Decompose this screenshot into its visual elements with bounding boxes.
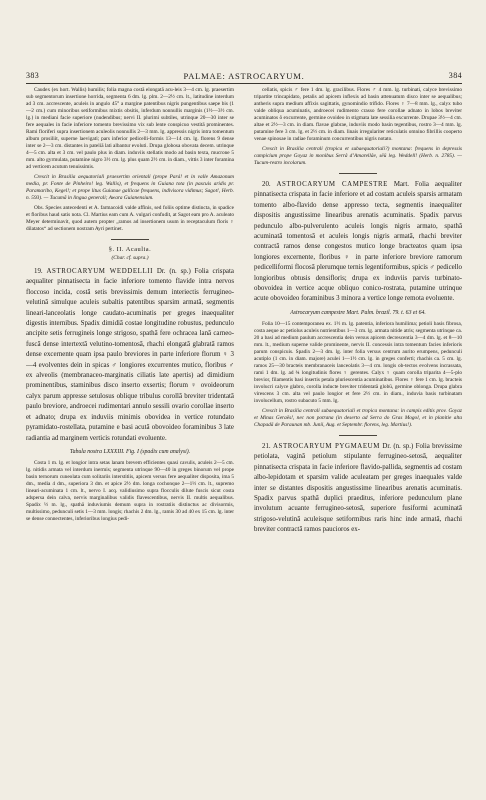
description-paragraph: Costa 1 m. lg. et longior intra setas lanam brevem efficientes quasi cavulis, aculeis 2—5 cm. lg. nitidis armata vel interdum inermis; segmenta utrinque 90—40 in greges binorum vel prope basin ternorum cuneolata cum solitariis interstitiis, apicem versus fere aequaliter disposita, ima 5 dm., media 4 dm., superiora 3 dm. et apice 2½ dm. longa cochonque 2—1½ cm. lt., supremo lineari-acuminata 1 cm. lt., nervo I. acq. validiusimo supra flocculis dilute fuscis sicut costa adspersa dein calva, nervis marginalibus validis flavescentibus, nervis II. multis aequalibus. Spadix ½ m. lg., spathā induviumis demum supra in rostratiis distinctus ac divisormis, multissimo, pedunculi setis 1—3 mm. longis; rhachis 2 dm. lg., ramis 30 ad 40 ex 15 cm. lg. inter se dense connectentes, inferioribus longius pedi- (26, 459, 234, 522)
distribution-paragraph: Crescit in Brasilia aequatoriali praesertim orientali (prope Pará! et in valle Amazonum media, pr. Fonte de Pinheiro! leg. Wallis), et frequens in Guiana tota (in pascuis aridis pr. Paramaribo, Kegel!; et prope litus Guianae gallicae frequens, indivisora vidimus; Sagot!, Herb. n. 593). — Tucumã in lingua generali; Awara Guianensium. (26, 174, 234, 201)
species-diagnosis: Folia crispata aequaliter pinnatisecta in facie inferiore tomento flavide intra nervos floccoso incida, costā setis brevissimis demum interiectis ferrugineo-velutinā simulque aculeis subaltis patentibus sparsim armatā, segmentis lineari-lanceolatis longe caudato-acuminatis per greges inaequaliter digestis internibus. Spadix dimidiā costae longitudine robustus, pedunculo ancipite setis ferrugineis longe strigoso, spathā fere ochracea lanā carneo-fuscā dense intertextā velutino-tomentosā, rhachi elongatā glabratā ramos dense excernente quam ipsa paulo breviores in parte inferiore florum ♀ 3—4 evolventes dein in spicas ♂ longiores excurrentes mutico, floribus ♂ ex alveolis (membranaceo-marginatis ciliatis late apertis) ad dimidium prominentibus, staminibus disco inserto exsertis; florum ♀ ovoideorum calyx parum appresse setulosus oblique tribulus corollā breviter tridentatā paulo breviore, androecei rudimentari annulo sessili ovario corollae inserto et adnato; drupa ex induviis minimis obovidea in vertice rotundato pyramidato-rostellata, putamine e basi acutā obovoideo foraminibus 3 late radiantia ad marginem verticis rotundati evoluente. (26, 268, 234, 442)
species-diagnosis: Folia aequaliter pinnatisecta crispata in facie inferiore et ad costam aculeis sparsis armatam tomento albo-flavido dense appresso tecta, segmentis inaequaliter dispositis angustissime linearibus arenatis acuminatis. Spadix parvus pedunculo albo-pulverulento aculeis longis nigris armato, spathā acuminatā tomentosā et aculeis longis nigris armatā, rhachi breviter contractā ramos dense congestos mutico longe bracteatos quam ipsa longiores excernente, floribus ♀ in parte inferiore breviore ramorum pedicelliformi flocosā plerumque ternis legentiformibus, spicis ♂ pedicello longioribus obtusis densifloris; drupa ex induviis parvis turbinato-obovoidea in vertice acque obliquo conico-rostrata, putamine utrinque acute obovoideo foraminibus 3 minora a vertice longe remota evoluente. (254, 181, 462, 303)
section-divider (111, 239, 149, 240)
description-paragraph: Folia 10—15 contemporanea ex. 1½ m. lg. patentia, inferiora humilima; petioli basis fibrosa, costa aeque ac petiolus aculeis nutrientibus 1—3 cm. lg. armata nitide atris; segmenta utrinque ca. 20 a basi ad medium paulum accrescentia dein versus apicem decrescentia 3—4 dm. lg. et 8—10 mm. lt., medium superne valide prominente, nervis II. concessis intra tomentum facies inferioris parum conspicuis. Spadix 2—3 dm. lg. inter folia versus centrum aurito erumpens, pedunculi acutiplo (1 cm. in diam. majore) aculei 1—1½ cm. lg. in greges conferti; rhachis ca. 5 cm. lg. ramos 25—30 bracteis membranaceis lanceolatis 3—4 cm. longis ob-tectos evolvens incrassata, rami 1 dm. lg. ad ¾ longitudinis flores ♀ gerentes. Calyx ♀ quam corolla triparita 4—5-plo brevior, filamentis basi insertis petala pluriescentia acuminatibus. Flores ♀ fere 1 cm. lg. bracteis involucri calyce glabro, corolla inducte breviter tridentatā globū, germine oblonga. Drupa glabra virescens 3 cm. alta vel paulo longior et fere 2½ cm. in diam., induvia basis turbinatam involucellum, rostro subacuto 5 mm. lg. (254, 320, 462, 404)
species-author: Dr. (n. sp.) (382, 442, 414, 450)
section-divider (339, 173, 377, 174)
species-name: ASTROCARYUM CAMPESTRE (276, 181, 388, 188)
species-diagnosis: Folia brevissime petiolata, vaginā petiolum stipulante ferrugineo-setosā, aequaliter pinnatisecta crispata in facie inferiore flavido-pallida, segmentis ad costam albo-lepidotam et sparsim valide aculeatam per greges inaequales valde inter se distantes dispositis angustissime linearibus arenatis acuminatis. Spadix parvus spathā duplici praeditus, inferiore pedunculum plane involutum acuante ferrugineo-setosā, superiore fusiformi acuminatā strigoso-velutinā aculeisque setiformibus raris hinc inde armatā, rhachi breviter contractā ramos paucioros ex- (254, 442, 462, 534)
species-number: 21. (262, 442, 271, 450)
species-name: ASTROCARYUM PYGMAEUM (272, 442, 380, 450)
species-author: Dr. (n. sp.) (156, 268, 191, 275)
species-21-entry (254, 442, 462, 536)
literature-reference: Astrocaryum campestre Mart. Palm. brazil. 79. t. 63 et 64. (290, 309, 426, 316)
species-20-entry (254, 180, 462, 305)
plate-reference: Tabula nostra LXXXIII. Fig. I (spadix cum analysi). (69, 448, 191, 455)
left-column (26, 87, 234, 787)
section-subheading: (Char. cf. supra.) (111, 255, 149, 261)
species-name: ASTROCARYUM WEDDELLII (46, 268, 154, 275)
distribution-paragraph: Crescit in Brasilia centrali subaequatoriali et tropica montana: in campis editis prov. Goyaz et Minas Geraēs!, nec non potrana (in deserto ad Serra do Gras Mogol, et in planitie alta Chapadā de Paraunan mb. Junii, Aug. et Septembr. florens, leg. Martius!). (254, 407, 462, 428)
page-header (26, 71, 462, 83)
species-author: Mart. (393, 181, 409, 188)
description-paragraph: Caudex (ex hort. Wallis) humilis; folia magna costā elongatā acu-leis 3—4 cm. lg. praesertim sub segmentorum insertione horrida, segmenta 6 dm. lg. plm. 2—2½ cm. lt., latitudine interdum ad 3 cm. accrescente, aculeis in angulo 45° a margine patentibus nigris pungentibus saepe bis (1—2 cm.) cum minoribus setiformibus mixtis obsitis, inferdum nonnullis marginis (1½—3½ cm. lg.) in mediani facie superiore (nudendibus; nervi II. plurimi subtiles, utrinque 20—30 inter se fere aequales in facie inferiore tomento brevissimo vix sub lente conspicuo vestitā prominentes. Rami floriferi supra insertionem aculeolis nonnullis 2—3 mm. lg. appressis nigris intra tomentum album prosiliit, superne laevigati; pars inferior pedicelli-formis 13—14 cm. lg. florens 9 dense inter se 2—3 cm. distantes in pateliā lati albantur evoluti. Drupa globosa obovata decem. utrinque 4—5 cm. alta et 3 cm. vel paulo plus in diam. induviis stellatis modo ad basin texta, mucrone 5 mm. alto gyrmulata, putamine nigro 3½ cm. lg. plus quam 2½ cm. in diam., vittis 3 inter foramina ad verticem acutum tenuissimis. (26, 87, 234, 170)
right-column (254, 87, 462, 787)
header-rule (26, 83, 462, 84)
page-number-left: 383 (26, 71, 40, 80)
species-number: 20. (262, 181, 271, 188)
section-heading: §. II. Acaulia. (108, 246, 152, 253)
page-number-right: 384 (448, 71, 462, 80)
distribution-paragraph: Crescit in Brasilia centrali (tropica et subaequatoriali?) montana: frequens in depressis campicium prope Goyaz in monibus Serrâ d’Amarellâe, sēū leg. Weddell! (Herb. n. 2785). — Tucum-restro incolarum. (254, 146, 462, 166)
section-divider (339, 435, 377, 436)
description-paragraph: cellatis, spicis ♂ fere 1 dm. lg. gracilibus. Flores ♂ 4 mm. lg. turbinati, calyce brevissimo tripartite trincapidato, petalis ad apicem inflexis ad basin attenuatum disco inter se aequalibus; antheris supra medium affixis sagittatis, gynomindio trifido. Flores ♀ 7—8 mm. lg., calyx tubo valde obliqua acuminatis, androecei rudimento crasso fere corollae adnato in lobos breviter acuminatos ô excurrente, germine ovoideo in stigmata late sessilia excurrente. Drupae 3½—4 cm. altae et 2½—3 cm. in diam. flavae glabrae, induviis modo basin tegentibus, rostro 3—4 mm. lg. putamine fere 3 cm. lg. et 2½ cm. in diam. linais irregulariter reticulatis omnino fibrillis cooperto venae spinosae in radiae foraminum concurrentibus nigris notato. (254, 87, 462, 142)
observation-paragraph: Obs. Species antecedenti et A. farmacoidi valde affinis, sed foliis optime distincta, in spadice et floribus haud satis nota. Cl. Martius eam cum A. vulgari confudit, at Sagot eam pro A. aculeato Meyer determinavit, quod autem propter „ramos ad insertionem usum in receptaculum floris ♀ dilatatos“ ad sectionem nostram Ayri pertinet. (26, 205, 234, 232)
running-title: PALMAE: ASTROCARYUM. (183, 71, 305, 81)
species-number: 19. (34, 268, 43, 275)
species-19-entry (26, 267, 234, 444)
